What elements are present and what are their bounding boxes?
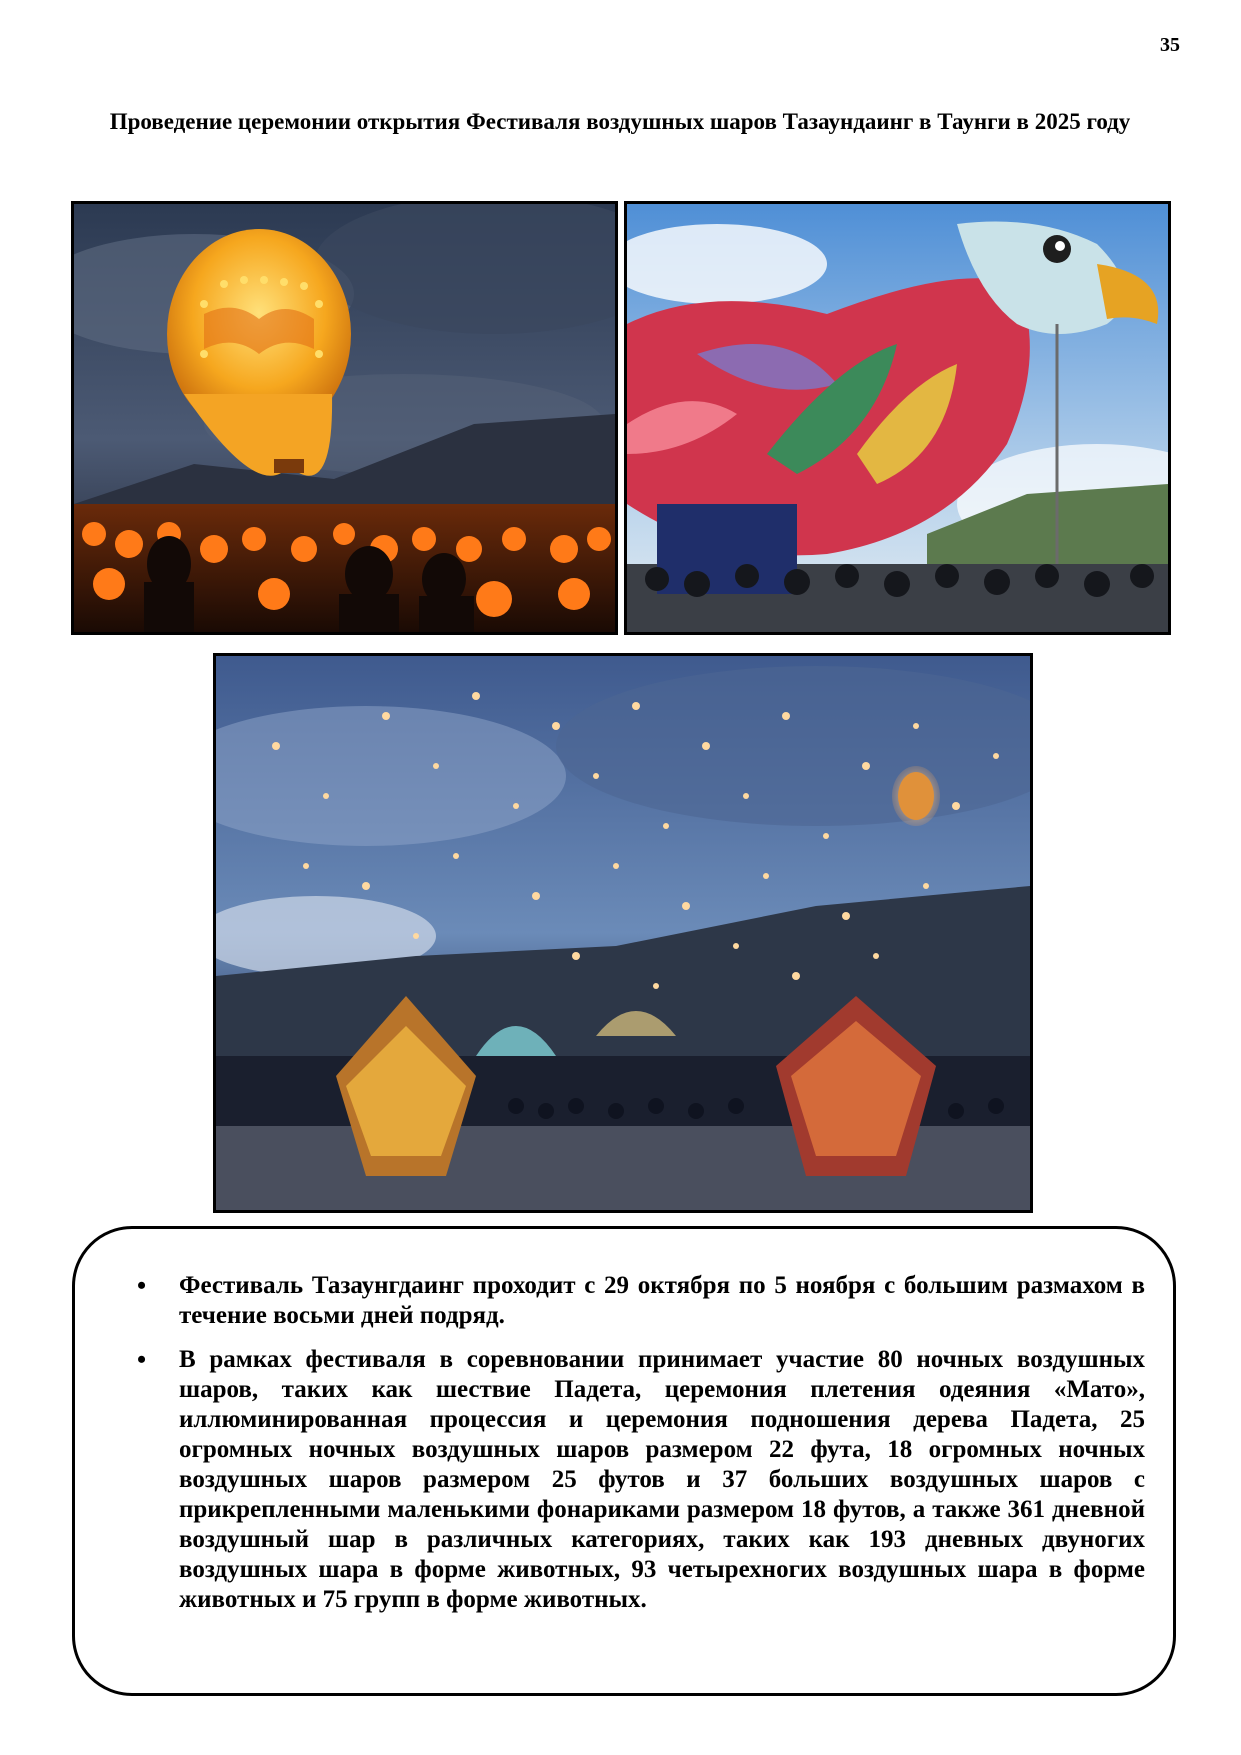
list-item-text: В рамках фестиваля в соревновании принимает участие 80 ночных воздушных шаров, таких как шествие Падета, церемония плетения одеяния «Мато», иллюминированная процессия и церемония подношения дерева Падета, 25 огромных ночных воздушных шаров размером 22 фута, 18 огромных ночных воздушных шаров размером 25 футов и 37 больших воздушных шаров с прикрепленными маленькими фонариками размером 18 футов, а также 361 дневной воздушный шар в различных категориях, таких как 193 дневных двуногих воздушных шара в форме животных, 93 четырехногих воздушных шара в форме животных и 75 групп в форме животных. [179,1346,1145,1613]
bullet-icon: • [137,1271,147,1300]
parrot-shaped-balloon-photo [624,201,1171,635]
list-item [107,1271,1145,1331]
night-lantern-balloon-photo [71,201,618,635]
lantern-balloon-icon [892,766,940,826]
list-item-text: Фестиваль Тазаунгдаинг проходит с 29 октября по 5 ноября с большим размахом в течение восьми дней подряд. [179,1272,1145,1329]
bullet-icon: • [137,1345,147,1374]
list-item [107,1345,1145,1615]
festival-info-box [72,1226,1176,1696]
page-number: 35 [1160,34,1180,56]
festival-facts-list [107,1271,1145,1615]
page-title: Проведение церемонии открытия Фестиваля воздушных шаров Тазаундаинг в Таунги в 2025 году [109,109,1131,134]
sky-lanterns-festival-photo [213,653,1033,1213]
